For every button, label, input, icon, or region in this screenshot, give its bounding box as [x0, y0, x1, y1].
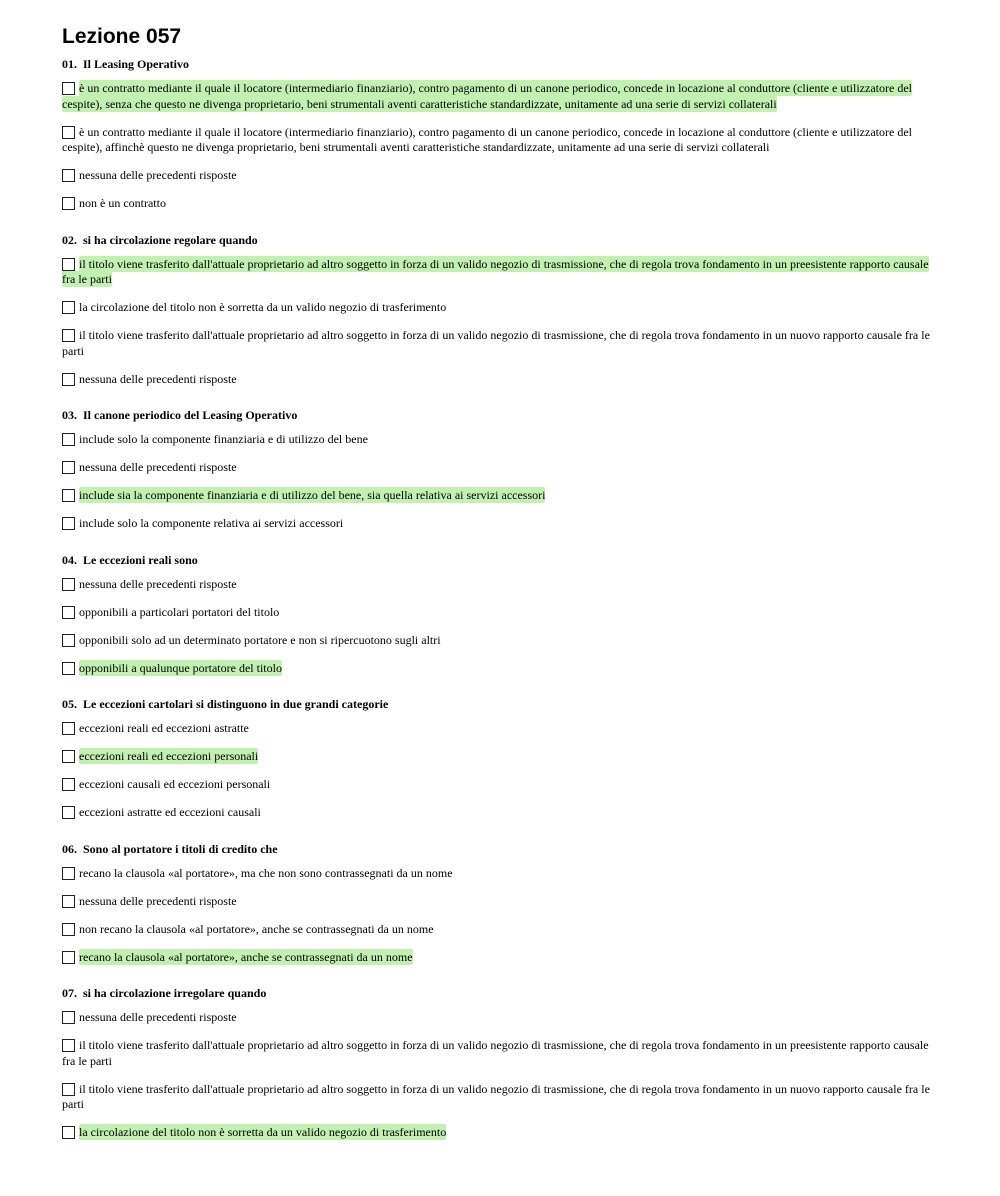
answer-text: il titolo viene trasferito dall'attuale proprietario ad altro soggetto in forza di un valido negozio di trasmissione, che di regola trova fondamento in un nuovo rapporto causale fra le parti	[62, 328, 930, 358]
answer-option[interactable]	[62, 488, 940, 504]
answer-text-correct: è un contratto mediante il quale il locatore (intermediario finanziario), contro pagamento di un canone periodico, concede in locazione al conduttore (cliente e utilizzatore del cespite), senza che questo ne divenga proprietario, beni strumentali aventi caratteristiche standardizzate, unitamente ad una serie di servizi collaterali	[62, 81, 912, 111]
answer-text: eccezioni astratte ed eccezioni causali	[79, 805, 261, 819]
answer-option[interactable]	[62, 577, 940, 593]
document-page	[62, 24, 940, 1161]
answer-text: opponibili solo ad un determinato portatore e non si ripercuotono sugli altri	[79, 632, 441, 647]
answer-text: nessuna delle precedenti risposte	[79, 1010, 237, 1024]
answer-option[interactable]	[62, 196, 940, 212]
answer-text: eccezioni causali ed eccezioni personali	[79, 777, 271, 791]
question-text: Sono al portatore i titoli di credito che	[83, 841, 278, 856]
answer-option[interactable]	[62, 1010, 940, 1026]
answer-text: non è un contratto	[79, 196, 166, 210]
question-number: 01.	[62, 57, 77, 71]
question-heading	[62, 696, 940, 712]
question-text: si ha circolazione irregolare quando	[83, 986, 267, 1000]
answer-checkbox[interactable]	[62, 373, 75, 386]
answer-text: include solo la componente relativa ai servizi accessori	[79, 516, 344, 530]
answer-text-correct: la circolazione del titolo non è sorretta da un valido negozio di trasferimento	[79, 1125, 447, 1139]
answer-text: nessuna delle precedenti risposte	[79, 371, 237, 386]
question-heading	[62, 552, 940, 568]
answer-option[interactable]	[62, 300, 940, 316]
answer-checkbox[interactable]	[62, 258, 75, 271]
question-block	[62, 841, 940, 966]
answer-option[interactable]	[62, 721, 940, 737]
answer-checkbox[interactable]	[62, 1126, 75, 1139]
answer-text-correct: il titolo viene trasferito dall'attuale proprietario ad altro soggetto in forza di un valido negozio di trasmissione, che di regola trova fondamento in un preesistente rapporto causale fra le parti	[62, 256, 929, 286]
answer-text: non recano la clausola «al portatore», anche se contrassegnati da un nome	[79, 921, 434, 936]
question-heading	[62, 841, 940, 857]
answer-checkbox[interactable]	[62, 1083, 75, 1096]
question-heading	[62, 232, 940, 248]
answer-option[interactable]	[62, 516, 940, 532]
question-text: si ha circolazione regolare quando	[83, 232, 258, 247]
answer-checkbox[interactable]	[62, 169, 75, 182]
question-list	[62, 56, 940, 1141]
answer-checkbox[interactable]	[62, 301, 75, 314]
answer-option[interactable]	[62, 1125, 940, 1141]
question-number: 04.	[62, 552, 77, 567]
answer-text-correct: include sia la componente finanziaria e di utilizzo del bene, sia quella relativa ai servizi accessori	[79, 488, 546, 502]
question-number: 05.	[62, 697, 77, 711]
answer-text: opponibili a particolari portatori del titolo	[79, 604, 280, 619]
answer-checkbox[interactable]	[62, 606, 75, 619]
answer-checkbox[interactable]	[62, 82, 75, 95]
question-text: Il canone periodico del Leasing Operativo	[83, 408, 298, 422]
answer-option[interactable]	[62, 605, 940, 621]
answer-checkbox[interactable]	[62, 778, 75, 791]
answer-checkbox[interactable]	[62, 126, 75, 139]
answer-checkbox[interactable]	[62, 433, 75, 446]
answer-text-correct: opponibili a qualunque portatore del titolo	[79, 660, 282, 675]
question-block	[62, 552, 940, 677]
question-heading	[62, 985, 940, 1001]
answer-option[interactable]	[62, 633, 940, 649]
answer-checkbox[interactable]	[62, 489, 75, 502]
question-block	[62, 56, 940, 212]
answer-text: il titolo viene trasferito dall'attuale proprietario ad altro soggetto in forza di un valido negozio di trasmissione, che di regola trova fondamento in un nuovo rapporto causale fra le parti	[62, 1081, 930, 1111]
question-block	[62, 407, 940, 532]
question-number: 02.	[62, 232, 77, 247]
question-block	[62, 696, 940, 821]
answer-text-correct: eccezioni reali ed eccezioni personali	[79, 749, 259, 763]
answer-option[interactable]	[62, 328, 940, 359]
answer-text-correct: recano la clausola «al portatore», anche se contrassegnati da un nome	[79, 949, 413, 964]
answer-option[interactable]	[62, 749, 940, 765]
question-text: Le eccezioni reali sono	[83, 552, 198, 567]
answer-checkbox[interactable]	[62, 750, 75, 763]
question-heading	[62, 407, 940, 423]
answer-checkbox[interactable]	[62, 578, 75, 591]
answer-option[interactable]	[62, 372, 940, 388]
answer-checkbox[interactable]	[62, 517, 75, 530]
answer-text: è un contratto mediante il quale il locatore (intermediario finanziario), contro pagamento di un canone periodico, concede in locazione al conduttore (cliente e utilizzatore del cespite), affinchè questo ne divenga proprietario, beni strumentali aventi caratteristiche standardizzate, unitamente ad una serie di servizi collaterali	[62, 124, 912, 154]
answer-checkbox[interactable]	[62, 951, 75, 964]
answer-option[interactable]	[62, 125, 940, 156]
answer-checkbox[interactable]	[62, 895, 75, 908]
answer-checkbox[interactable]	[62, 1011, 75, 1024]
answer-option[interactable]	[62, 81, 940, 112]
answer-option[interactable]	[62, 922, 940, 938]
answer-option[interactable]	[62, 950, 940, 966]
answer-text: nessuna delle precedenti risposte	[79, 168, 237, 182]
question-heading	[62, 56, 940, 72]
answer-checkbox[interactable]	[62, 867, 75, 880]
question-number: 06.	[62, 841, 77, 856]
answer-checkbox[interactable]	[62, 1039, 75, 1052]
question-block	[62, 985, 940, 1141]
question-text: Le eccezioni cartolari si distinguono in due grandi categorie	[83, 697, 389, 711]
answer-text: nessuna delle precedenti risposte	[79, 893, 237, 908]
answer-option[interactable]	[62, 866, 940, 882]
answer-checkbox[interactable]	[62, 662, 75, 675]
answer-text: nessuna delle precedenti risposte	[79, 460, 237, 474]
answer-text: include solo la componente finanziaria e di utilizzo del bene	[79, 432, 368, 446]
answer-checkbox[interactable]	[62, 722, 75, 735]
answer-checkbox[interactable]	[62, 461, 75, 474]
answer-text: il titolo viene trasferito dall'attuale proprietario ad altro soggetto in forza di un valido negozio di trasmissione, che di regola trova fondamento in un preesistente rapporto causale fra le parti	[62, 1038, 929, 1068]
answer-option[interactable]	[62, 168, 940, 184]
answer-checkbox[interactable]	[62, 923, 75, 936]
answer-option[interactable]	[62, 661, 940, 677]
answer-option[interactable]	[62, 432, 940, 448]
answer-checkbox[interactable]	[62, 197, 75, 210]
answer-checkbox[interactable]	[62, 634, 75, 647]
answer-option[interactable]	[62, 805, 940, 821]
answer-option[interactable]	[62, 1038, 940, 1069]
answer-option[interactable]	[62, 460, 940, 476]
answer-text: eccezioni reali ed eccezioni astratte	[79, 721, 249, 735]
answer-text: la circolazione del titolo non è sorretta da un valido negozio di trasferimento	[79, 300, 447, 314]
question-block	[62, 232, 940, 388]
question-number: 03.	[62, 408, 77, 422]
answer-text: nessuna delle precedenti risposte	[79, 576, 237, 591]
answer-checkbox[interactable]	[62, 806, 75, 819]
question-number: 07.	[62, 986, 77, 1000]
answer-option[interactable]	[62, 257, 940, 288]
answer-option[interactable]	[62, 894, 940, 910]
answer-option[interactable]	[62, 1082, 940, 1113]
answer-text: recano la clausola «al portatore», ma che non sono contrassegnati da un nome	[79, 865, 453, 880]
answer-checkbox[interactable]	[62, 329, 75, 342]
page-title: Lezione 057	[62, 25, 182, 48]
question-text: Il Leasing Operativo	[83, 57, 190, 71]
answer-option[interactable]	[62, 777, 940, 793]
